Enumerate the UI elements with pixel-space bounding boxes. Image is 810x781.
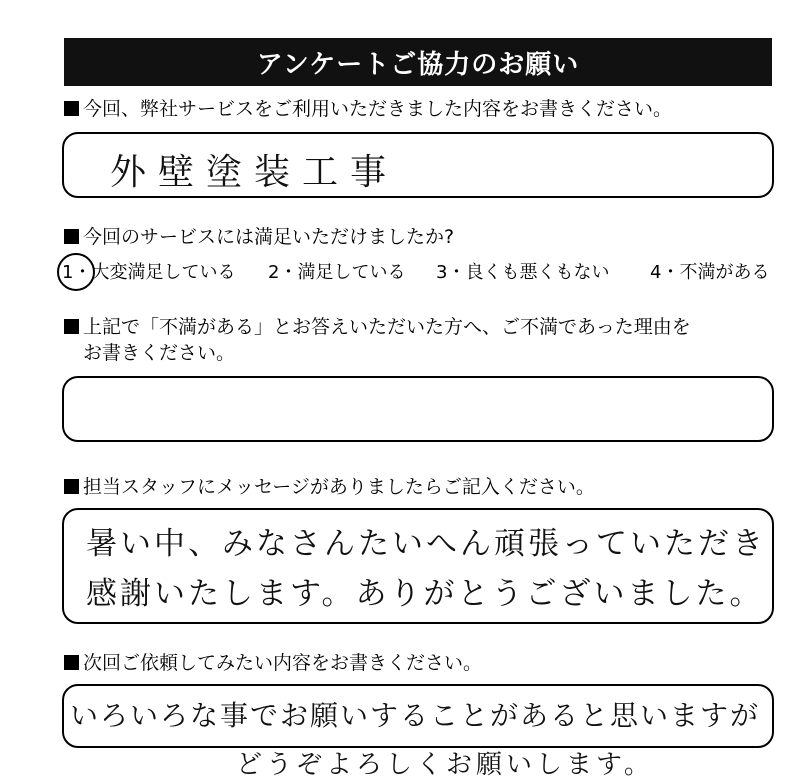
question-4 (64, 474, 595, 500)
square-bullet-icon (64, 479, 79, 494)
answer-4-line-2: 感謝いたします。ありがとうございました。 (86, 576, 764, 612)
satisfaction-options (62, 258, 774, 284)
survey-title: アンケートご協力のお願い (64, 38, 772, 86)
answer-5-line-2: どうぞよろしくお願いします。 (236, 750, 654, 780)
option-1[interactable]: 1・大変満足している (62, 262, 236, 283)
question-2 (64, 224, 454, 250)
square-bullet-icon (64, 319, 79, 334)
answer-box-4[interactable] (62, 508, 774, 624)
question-1 (64, 96, 672, 122)
question-4-text: 担当スタッフにメッセージがありましたらご記入ください。 (83, 476, 595, 498)
answer-5-line-1: いろいろな事でお願いすることがあると思いますが (70, 699, 761, 732)
answer-box-1[interactable] (62, 132, 774, 198)
question-3-line-2: お書きください。 (83, 342, 236, 364)
answer-box-5[interactable] (62, 684, 774, 748)
square-bullet-icon (64, 229, 79, 244)
selected-option-circle (57, 253, 95, 291)
question-1-text: 今回、弊社サービスをご利用いただきました内容をお書きください。 (83, 98, 673, 120)
answer-4-line-1: 暑い中、みなさんたいへん頑張っていただき (86, 526, 766, 562)
square-bullet-icon (64, 655, 79, 670)
question-3-line-1: 上記で「不満がある」とお答えいただいた方へ、ご不満であった理由を (83, 316, 691, 338)
question-5 (64, 650, 482, 676)
question-2-text: 今回のサービスには満足いただけましたか? (83, 226, 455, 248)
question-3 (64, 314, 691, 366)
square-bullet-icon (64, 101, 79, 116)
question-5-text: 次回ご依頼してみたい内容をお書きください。 (83, 652, 483, 674)
option-2[interactable]: 2・満足している (268, 262, 406, 283)
option-3[interactable]: 3・良くも悪くもない (436, 262, 610, 283)
answer-1-handwriting: 外壁塗装工事 (110, 152, 399, 193)
option-4[interactable]: 4・不満がある (650, 262, 770, 283)
answer-box-3[interactable] (62, 376, 774, 442)
